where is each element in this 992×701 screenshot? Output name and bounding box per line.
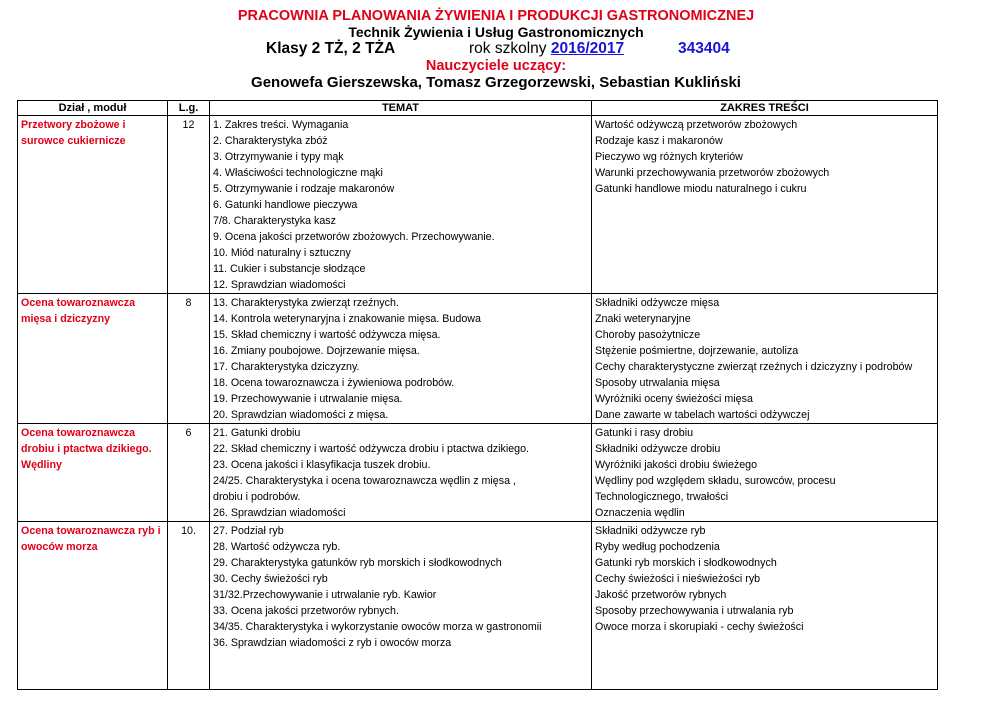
scope-line: Oznaczenia wędlin: [595, 507, 685, 519]
topic-line: 9. Ocena jakości przetworów zbożowych. Przechowywanie.: [213, 231, 495, 243]
scope-line: Cechy charakterystyczne zwierząt rzeźnych i dziczyzny i podrobów: [595, 361, 913, 373]
content-scope-cell: [592, 424, 938, 522]
topic-line: 27. Podział ryb: [213, 525, 284, 537]
scope-line: Rodzaje kasz i makaronów: [595, 135, 723, 147]
scope-line: Cechy świeżości i nieświeżości ryb: [595, 573, 761, 585]
scope-line: Sposoby utrwalania mięsa: [595, 377, 720, 389]
topic-line: 4. Właściwości technologiczne mąki: [213, 167, 383, 179]
content-scope-cell: [592, 294, 938, 424]
topic-line: 34/35. Charakterystyka i wykorzystanie owoców morza w gastronomii: [213, 621, 542, 633]
topic-line: 6. Gatunki handlowe pieczywa: [213, 199, 358, 211]
scope-line: Sposoby przechowywania i utrwalania ryb: [595, 605, 794, 617]
topic-line: 18. Ocena towaroznawcza i żywieniowa podrobów.: [213, 377, 455, 389]
topic-line: 12. Sprawdzian wiadomości: [213, 279, 346, 291]
scope-line: Owoce morza i skorupiaki - cechy świeżości: [595, 621, 804, 633]
topic-line: 14. Kontrola weterynaryjna i znakowanie mięsa. Budowa: [213, 313, 481, 325]
topic-line: drobiu i podrobów.: [213, 491, 301, 503]
scope-line: Ryby według pochodzenia: [595, 541, 720, 553]
scope-line: Wyróżniki jakości drobiu świeżego: [595, 459, 758, 471]
scope-line: Choroby pasożytnicze: [595, 329, 701, 341]
topics-cell: [210, 522, 592, 690]
topic-line: 36. Sprawdzian wiadomości z ryb i owoców morza: [213, 637, 452, 649]
hours-count: 12: [168, 116, 210, 294]
column-header-zakres: ZAKRES TREŚCI: [592, 101, 938, 116]
scope-line: Pieczywo wg różnych kryteriów: [595, 151, 743, 163]
topic-line: 1. Zakres treści. Wymagania: [213, 119, 349, 131]
topic-line: 16. Zmiany poubojowe. Dojrzewanie mięsa.: [213, 345, 420, 357]
table-row: [18, 294, 938, 424]
module-name: Ocena towaroznawcza mięsa i dziczyzny: [18, 294, 168, 424]
topics-cell: [210, 116, 592, 294]
scope-line: Wędliny pod względem składu, surowców, procesu: [595, 475, 836, 487]
topic-line: 21. Gatunki drobiu: [213, 427, 301, 439]
scope-line: Gatunki handlowe miodu naturalnego i cukru: [595, 183, 807, 195]
topic-line: 33. Ocena jakości przetworów rybnych.: [213, 605, 399, 617]
content-scope-cell: [592, 522, 938, 690]
document-subtitle: Technik Żywienia i Usług Gastronomicznych: [348, 24, 644, 40]
scope-line: Gatunki i rasy drobiu: [595, 427, 694, 439]
hours-count: 10.: [168, 522, 210, 690]
teachers-names: Genowefa Gierszewska, Tomasz Grzegorzewski, Sebastian Kukliński: [251, 74, 741, 91]
scope-line: Jakość przetworów rybnych: [595, 589, 727, 601]
hours-count: 6: [168, 424, 210, 522]
topic-line: 3. Otrzymywanie i typy mąk: [213, 151, 344, 163]
table-row: [18, 522, 938, 690]
module-name: Ocena towaroznawcza drobiu i ptactwa dzikiego. Wędliny: [18, 424, 168, 522]
document-header: [0, 8, 992, 91]
scope-line: Składniki odżywcze mięsa: [595, 297, 720, 309]
class-year-line: [0, 40, 992, 58]
topic-line: 30. Cechy świeżości ryb: [213, 573, 328, 585]
school-year: [469, 40, 624, 58]
scope-line: Dane zawarte w tabelach wartości odżywczej: [595, 409, 810, 421]
topic-line: 19. Przechowywanie i utrwalanie mięsa.: [213, 393, 403, 405]
school-year-link[interactable]: 2016/2017: [550, 40, 625, 57]
topics-cell: [210, 294, 592, 424]
column-header-temat: TEMAT: [210, 101, 592, 116]
table-header-row: [18, 101, 938, 116]
column-header-dzial: Dział , moduł: [18, 101, 168, 116]
school-year-label: rok szkolny: [469, 40, 551, 57]
topic-line: 31/32.Przechowywanie i utrwalanie ryb. Kawior: [213, 589, 437, 601]
scope-line: Wyróżniki oceny świeżości mięsa: [595, 393, 753, 405]
scope-line: Gatunki ryb morskich i słodkowodnych: [595, 557, 777, 569]
topic-line: 13. Charakterystyka zwierząt rzeźnych.: [213, 297, 399, 309]
topic-line: 15. Skład chemiczny i wartość odżywcza mięsa.: [213, 329, 441, 341]
topic-line: 24/25. Charakterystyka i ocena towaroznawcza wędlin z mięsa ,: [213, 475, 516, 487]
curriculum-table: [17, 100, 938, 690]
topic-line: 28. Wartość odżywcza ryb.: [213, 541, 341, 553]
scope-line: Wartość odżywczą przetworów zbożowych: [595, 119, 798, 131]
topic-line: 11. Cukier i substancje słodzące: [213, 263, 366, 275]
topic-line: 5. Otrzymywanie i rodzaje makaronów: [213, 183, 395, 195]
module-name: Ocena towaroznawcza ryb i owoców morza: [18, 522, 168, 690]
topics-cell: [210, 424, 592, 522]
scope-line: Składniki odżywcze drobiu: [595, 443, 721, 455]
table-row: [18, 116, 938, 294]
table-row: [18, 424, 938, 522]
scope-line: Technologicznego, trwałości: [595, 491, 729, 503]
hours-count: 8: [168, 294, 210, 424]
scope-line: Warunki przechowywania przetworów zbożowych: [595, 167, 830, 179]
document-title: PRACOWNIA PLANOWANIA ŻYWIENIA I PRODUKCJI GASTRONOMICZNEJ: [237, 8, 755, 24]
topic-line: 23. Ocena jakości i klasyfikacja tuszek drobiu.: [213, 459, 431, 471]
teachers-label: Nauczyciele uczący:: [425, 58, 567, 74]
topic-line: 17. Charakterystyka dziczyzny.: [213, 361, 360, 373]
scope-line: Stężenie pośmiertne, dojrzewanie, autoliza: [595, 345, 799, 357]
scope-line: Znaki weterynaryjne: [595, 313, 691, 325]
topic-line: 26. Sprawdzian wiadomości: [213, 507, 346, 519]
topic-line: 10. Miód naturalny i sztuczny: [213, 247, 351, 259]
content-scope-cell: [592, 116, 938, 294]
program-code: 343404: [678, 40, 730, 57]
topic-line: 2. Charakterystyka zbóż: [213, 135, 328, 147]
topic-line: 20. Sprawdzian wiadomości z mięsa.: [213, 409, 389, 421]
classes-label: Klasy 2 TŻ, 2 TŻA: [266, 40, 396, 57]
scope-line: Składniki odżywcze ryb: [595, 525, 706, 537]
topic-line: 7/8. Charakterystyka kasz: [213, 215, 336, 227]
topic-line: 29. Charakterystyka gatunków ryb morskich i słodkowodnych: [213, 557, 502, 569]
column-header-lg: L.g.: [168, 101, 210, 116]
topic-line: 22. Skład chemiczny i wartość odżywcza drobiu i ptactwa dzikiego.: [213, 443, 530, 455]
module-name: Przetwory zbożowe i surowce cukiernicze: [18, 116, 168, 294]
